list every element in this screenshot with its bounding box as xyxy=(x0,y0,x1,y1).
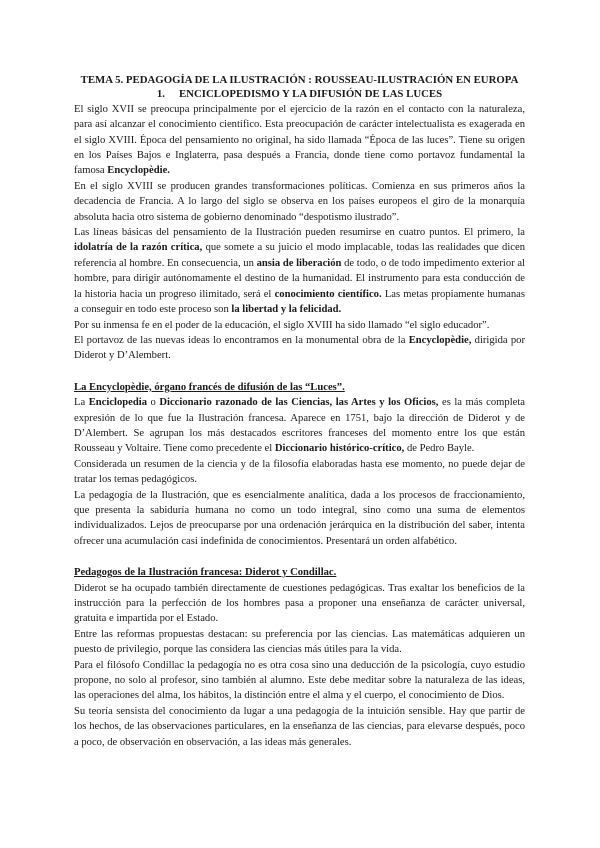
paragraph-6-text-a: La xyxy=(74,397,89,409)
paragraph-3-text-e: Las metas propiamente humanas a conseguir en todo este proceso son xyxy=(74,288,526,316)
paragraph-3-bold-1: idolatría de la razón crítica, xyxy=(74,242,203,254)
paragraph-3 xyxy=(74,225,525,317)
spacer xyxy=(74,549,525,565)
paragraph-5-text-c: dirigida por Diderot y D’Alembert. xyxy=(74,334,525,362)
paragraph-3-text-d: de todo, o de todo impedimento exterior al hombre, para dirigir autónomamente el destino de la humanidad. El instrumento para esta conducción de la historia hacia un progreso ilimitado, será el xyxy=(74,257,525,300)
section-heading-pedagogos: Pedagogos de la Ilustración francesa: Diderot y Condillac. xyxy=(74,567,337,579)
paragraph-3-bold-4: la libertad y la felicidad. xyxy=(231,304,342,316)
paragraph-1-bold: Encyclopèdie. xyxy=(107,165,170,177)
paragraph-6-bold-2: Diccionario razonado de las Ciencias, las Artes y los Oficios, xyxy=(159,397,439,409)
paragraph-3-text-c: que somete a su juicio el modo implacable, todas las realidades que dicen referencia al hombre. En consecuencia, un xyxy=(74,242,526,269)
paragraph-1 xyxy=(74,102,525,179)
section-1-number: 1. xyxy=(156,88,165,101)
paragraph-9: Diderot se ha ocupado también directamente de cuestiones pedagógicas. Tras exaltar los beneficios de la instrucción para la perfección de los hombres pasa a proponer una enseñanza de carácter universal, gratuita e impartida por el Estado. xyxy=(74,582,525,625)
section-1-title-text: ENCICLOPEDISMO Y LA DIFUSIÓN DE LAS LUCES xyxy=(178,88,443,101)
paragraph-5-text-a: El portavoz de las nuevas ideas lo encontramos en la monumental obra de la xyxy=(74,334,409,346)
paragraph-7: Considerada un resumen de la ciencia y de la filosofía elaboradas hasta ese momento, no puede dejar de tratar los temas pedagógicos. xyxy=(74,458,525,486)
paragraph-6 xyxy=(74,395,525,457)
paragraph-12: Su teoría sensista del conocimiento da lugar a una pedagogía de la intuición sensible. Hay que partir de los hechos, de las observaciones particulares, en la enseñanza de las ciencias, para elevarse después, poco a poco, de observación en observación, a las ideas más generales. xyxy=(74,705,525,748)
paragraph-6-text-c: o xyxy=(147,397,160,409)
paragraph-5 xyxy=(74,333,525,364)
paragraph-11: Para el filósofo Condillac la pedagogía no es otra cosa sino una deducción de la psicología, cuyo estudio propone, no solo al profesor, sino también al alumno. Este debe meditar sobre la naturaleza de las ideas, las operaciones del alma, los hábitos, la distinción entre el alma y el cuerpo, el conocimiento de Dios. xyxy=(74,659,525,702)
document-page xyxy=(74,73,525,750)
paragraph-1-text: El siglo XVII se preocupa principalmente por el ejercicio de la razón en el contacto con la naturaleza, para así alcanzar el conocimiento científico. Esta preocupación de carácter intelectualista es exagerada en el siglo XVIII. Época del pensamiento no original, ha sido llamada “Época de las luces”. Tiene su origen en los Países Bajos e Inglaterra, pasa después a Francia, donde tiene como portavoz fundamental la famosa xyxy=(74,103,525,177)
document-title: TEMA 5. PEDAGOGÍA DE LA ILUSTRACIÓN : ROUSSEAU-ILUSTRACIÓN EN EUROPA xyxy=(80,74,519,86)
paragraph-3-bold-3: conocimiento científico. xyxy=(274,288,382,300)
section-heading-encyclopedie: La Encyclopèdie, órgano francés de difusión de las “Luces”. xyxy=(74,381,345,393)
paragraph-4: Por su inmensa fe en el poder de la educación, el siglo XVIII ha sido llamado “el siglo educador”. xyxy=(74,319,490,331)
paragraph-2: En el siglo XVIII se producen grandes transformaciones políticas. Comienza en sus primeros años la decadencia de Francia. A lo largo del siglo se observa en los países europeos el giro de la monarquía absoluta hacia otro sistema de gobierno denominado “despotismo ilustrado”. xyxy=(74,180,525,223)
paragraph-6-bold-1: Enciclopedia xyxy=(88,397,147,409)
paragraph-3-bold-2: ansia de liberación xyxy=(256,257,342,269)
paragraph-6-bold-3: Diccionario histórico-crítico, xyxy=(274,443,405,455)
paragraph-5-bold: Encyclopèdie, xyxy=(408,334,472,346)
paragraph-3-text-a: Las líneas básicas del pensamiento de la Ilustración pueden resumirse en cuatro puntos. El primero, la xyxy=(74,227,525,239)
paragraph-10: Entre las reformas propuestas destacan: su preferencia por las ciencias. Las matemáticas adquieren un puesto de privilegio, porque las considera las ciencias más útiles para la vida. xyxy=(74,628,525,656)
paragraph-8: La pedagogía de la Ilustración, que es esencialmente analítica, dada a los procesos de fraccionamiento, que presenta la sabiduría humana no como un todo integral, sino como una suma de elementos individualizados. Lejos de preocuparse por una ordenación jerárquica en la distribución del saber, intenta ofrecer una acumulación casi indefinida de conocimientos. Presentará un orden alfabético. xyxy=(74,489,525,547)
paragraph-6-text-e: de Pedro Bayle. xyxy=(404,443,475,455)
section-1-title xyxy=(74,87,525,101)
spacer xyxy=(74,364,525,380)
paragraph-6-text-d: es la más completa expresión de lo que fue la Ilustración francesa. Aparece en 1751, bajo la dirección de Diderot y de D’Alembert. Se agrupan los más destacados escritores franceses del momento entre los que están Rousseau y Voltaire. Tiene como precedente el xyxy=(74,397,525,455)
